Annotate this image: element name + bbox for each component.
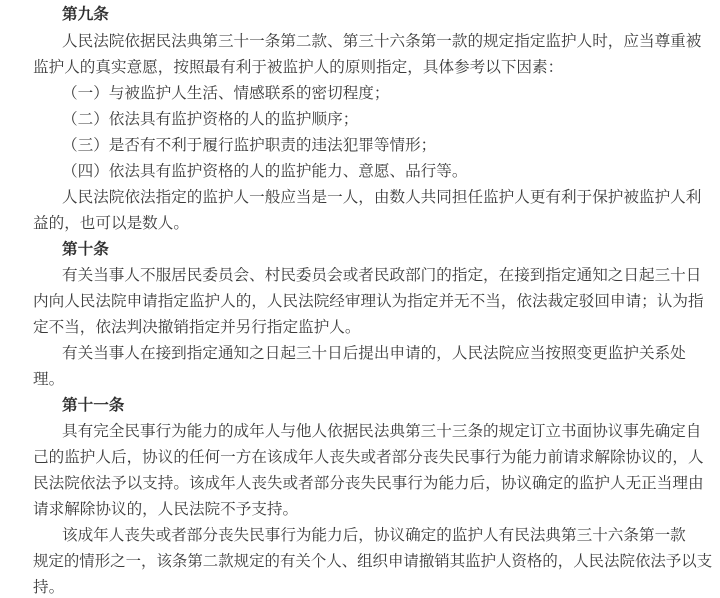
article-10-para-2-line-1: 有关当事人在接到指定通知之日起三十日后提出申请的，人民法院应当按照变更监护关系处 [62,344,686,362]
article-11-para-1-line-4: 请求解除协议的，人民法院不予支持。 [33,500,299,518]
article-9-para-1-line-2: 监护人的真实意愿，按照最有利于被监护人的原则指定，具体参考以下因素： [33,58,564,76]
article-9-item-2: （二）依法具有监护资格的人的监护顺序； [62,110,359,128]
article-10-para-1-line-3: 定不当，依法判决撤销指定并另行指定监护人。 [33,318,361,336]
article-9-item-1: （一）与被监护人生活、情感联系的密切程度； [62,84,390,102]
article-11-heading: 第十一条 [62,396,125,414]
article-9-item-3: （三）是否有不利于履行监护职责的违法犯罪等情形； [62,136,437,154]
article-11-para-2-line-3: 持。 [33,578,65,596]
article-9-para-1-line-1: 人民法院依据民法典第三十一条第二款、第三十六条第一款的规定指定监护人时，应当尊重被 [62,32,702,50]
article-9-heading: 第九条 [62,5,109,23]
article-9-item-4: （四）依法具有监护资格的人的监护能力、意愿、品行等。 [62,162,468,180]
article-11-para-2-line-1: 该成年人丧失或者部分丧失民事行为能力后，协议确定的监护人有民法典第三十六条第一款 [62,526,686,544]
article-11-para-1-line-3: 民法院依法予以支持。该成年人丧失或者部分丧失民事行为能力后，协议确定的监护人无正当理由 [33,474,704,492]
article-11-para-1-line-2: 己的监护人后，协议的任何一方在该成年人丧失或者部分丧失民事行为能力前请求解除协议的，人 [33,448,704,466]
article-11-para-1-line-1: 具有完全民事行为能力的成年人与他人依据民法典第三十三条的规定订立书面协议事先确定自 [62,422,702,440]
article-10-para-1-line-2: 内向人民法院申请指定监护人的，人民法院经审理认为指定并无不当，依法裁定驳回申请；认为指 [33,292,704,310]
article-11-para-2-line-2: 规定的情形之一，该条第二款规定的有关个人、组织申请撤销其监护人资格的，人民法院依法予以支 [33,552,713,570]
article-10-para-2-line-2: 理。 [33,370,65,388]
article-9-para-2-line-1: 人民法院依法指定的监护人一般应当是一人，由数人共同担任监护人更有利于保护被监护人利 [62,188,702,206]
article-10-heading: 第十条 [62,240,109,258]
article-9-para-2-line-2: 益的，也可以是数人。 [33,214,189,232]
article-10-para-1-line-1: 有关当事人不服居民委员会、村民委员会或者民政部门的指定，在接到指定通知之日起三十日 [62,266,702,284]
